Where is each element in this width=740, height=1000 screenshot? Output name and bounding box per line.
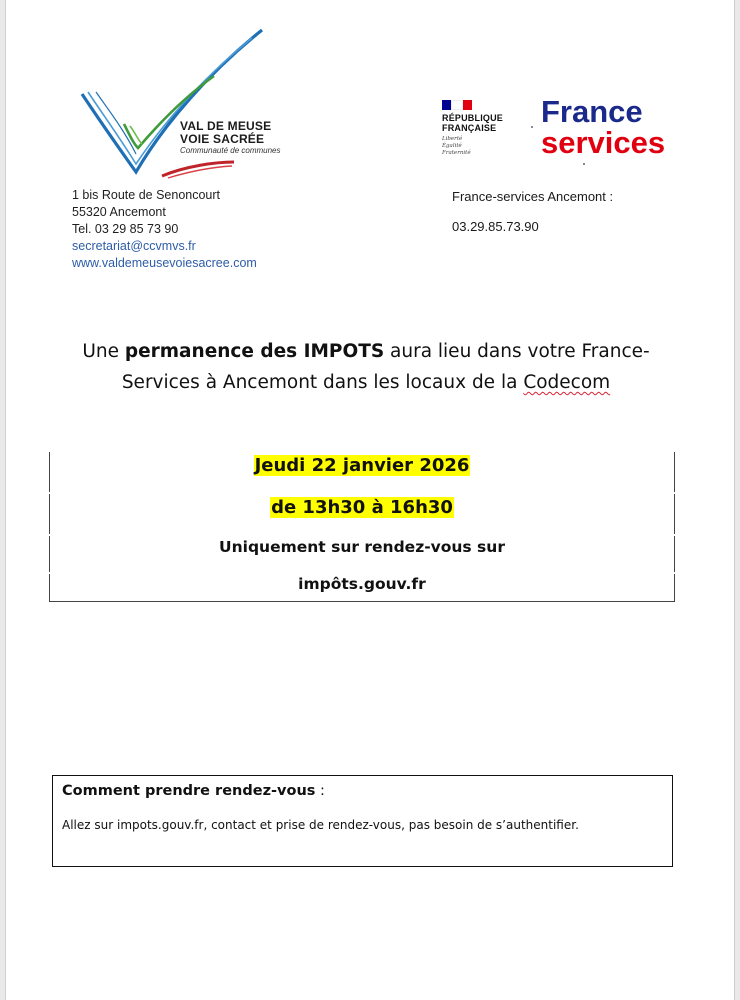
schedule-site: impôts.gouv.fr bbox=[298, 575, 426, 593]
schedule-date: Jeudi 22 janvier 2026 bbox=[254, 455, 470, 476]
howto-box bbox=[52, 775, 673, 867]
separator-dot bbox=[531, 126, 533, 128]
rf-line-1: RÉPUBLIQUE bbox=[442, 113, 504, 123]
rf-line-2: FRANÇAISE bbox=[442, 123, 497, 133]
announce-line2: Services à Ancemont dans les locaux de la bbox=[121, 372, 524, 393]
announcement-text bbox=[66, 336, 666, 398]
contact-phone: 03.29.85.73.90 bbox=[452, 219, 539, 234]
website-link[interactable]: www.valdemeusevoiesacree.com bbox=[72, 256, 257, 270]
france-services-contact bbox=[452, 189, 613, 234]
schedule-box bbox=[49, 452, 675, 602]
address-city: 55320 Ancemont bbox=[72, 205, 166, 219]
french-flag-icon bbox=[442, 100, 472, 110]
address-block bbox=[72, 187, 257, 272]
rf-motto bbox=[442, 136, 532, 157]
howto-title-suffix: : bbox=[315, 783, 325, 799]
announce-codecom: Codecom bbox=[523, 372, 611, 393]
schedule-hours: de 13h30 à 16h30 bbox=[271, 497, 453, 518]
checkmark-logo-icon bbox=[76, 26, 296, 182]
address-street: 1 bis Route de Senoncourt bbox=[72, 188, 221, 202]
schedule-note: Uniquement sur rendez-vous sur bbox=[219, 538, 505, 556]
motto-fraternite: Fraternité bbox=[442, 150, 471, 156]
announce-bold: permanence des IMPOTS bbox=[124, 341, 385, 362]
logo-line-1: VAL DE MEUSE bbox=[180, 119, 272, 133]
motto-liberte: Liberté bbox=[442, 136, 463, 142]
republique-francaise-logo bbox=[442, 100, 532, 157]
brand-services: services bbox=[541, 125, 666, 160]
logo-line-2: VOIE SACRÉE bbox=[180, 132, 265, 146]
logo-line-3: Communauté de communes bbox=[180, 146, 281, 155]
brand-france: France bbox=[541, 94, 643, 129]
val-de-meuse-logo bbox=[76, 26, 296, 182]
howto-text: Allez sur impots.gouv.fr, contact et prise de rendez-vous, pas besoin de s’authentifier. bbox=[62, 818, 579, 832]
address-phone: Tel. 03 29 85 73 90 bbox=[72, 222, 179, 236]
howto-title bbox=[62, 783, 325, 799]
howto-title-bold: Comment prendre rendez-vous bbox=[62, 783, 316, 799]
motto-egalite: Égalité bbox=[442, 143, 462, 149]
announce-part1: Une bbox=[82, 341, 125, 362]
schedule-hours-row bbox=[49, 497, 675, 518]
schedule-date-row bbox=[49, 455, 675, 476]
email-link[interactable]: secretariat@ccvmvs.fr bbox=[72, 239, 196, 253]
announce-part2: aura lieu dans votre France- bbox=[384, 341, 650, 362]
contact-label: France-services Ancemont : bbox=[452, 189, 614, 204]
document-page bbox=[5, 0, 735, 1000]
separator-dot bbox=[583, 163, 585, 165]
france-services-logo bbox=[541, 96, 665, 158]
